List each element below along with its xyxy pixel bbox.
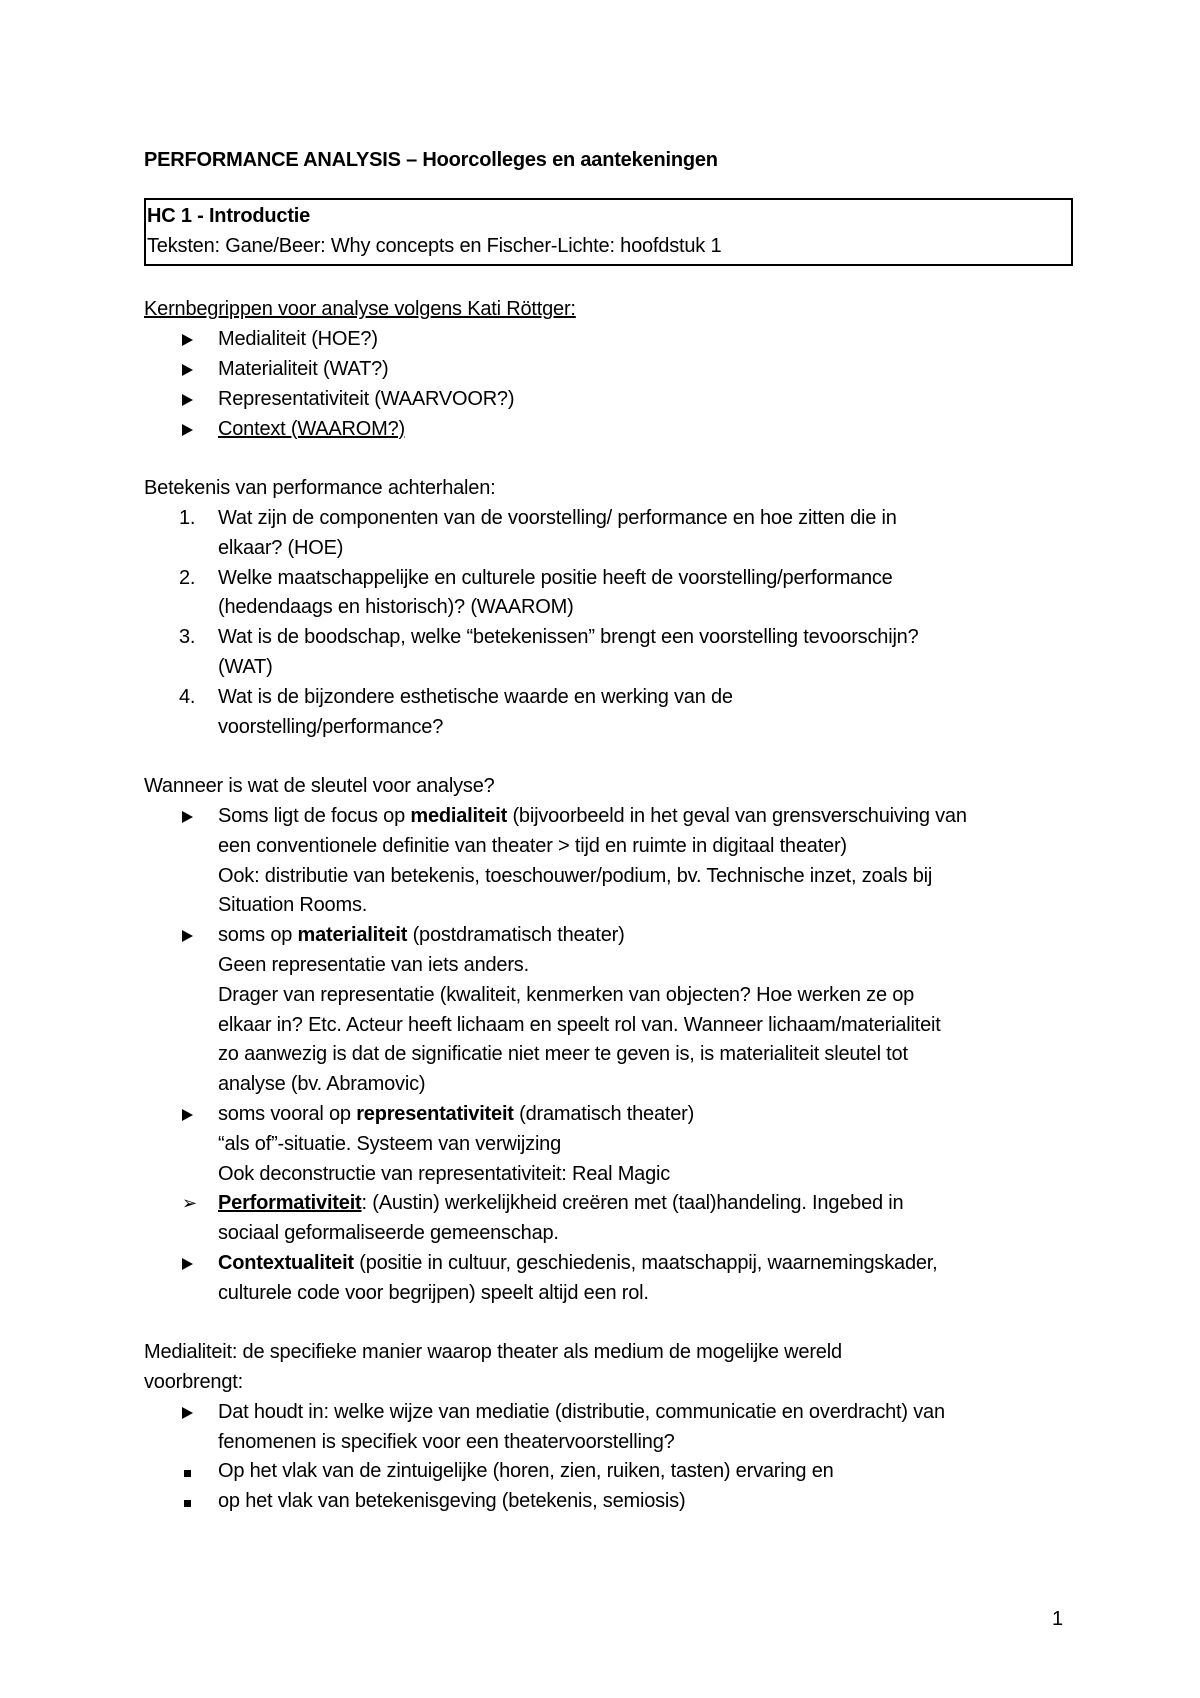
page-content [144, 146, 1074, 1517]
list-item-performativiteit: ➢ Performativiteit: (Austin) werkelijkheid creëren met (taal)handeling. Ingebed in sociaal geformaliseerde gemeenschap. [144, 1189, 1074, 1249]
triangle-bullet-icon [182, 424, 193, 436]
list-item: Medialiteit (HOE?) [144, 325, 1074, 355]
medialiteit-definition: Medialiteit: de specifieke manier waarop theater als medium de mogelijke wereld voorbrengt: [144, 1341, 842, 1394]
triangle-bullet-icon [182, 1407, 193, 1419]
list-item: Op het vlak van de zintuigelijke (horen, zien, ruiken, tasten) ervaring en [144, 1457, 1074, 1487]
triangle-bullet-icon [182, 811, 193, 823]
betekenis-heading: Betekenis van performance achterhalen: [144, 477, 496, 500]
kernbegrippen-heading: Kernbegrippen voor analyse volgens Kati Röttger: [144, 298, 576, 321]
square-bullet-icon [184, 1470, 191, 1477]
list-item-medialiteit: Soms ligt de focus op medialiteit (bijvoorbeeld in het geval van grensverschuiving van een conventionele definitie van theater > tijd en ruimte in digitaal theater) Ook: distributie van betekenis, toeschouwer/podium, bv. Technische inzet, zoals bij Situation Rooms. [144, 802, 1074, 921]
lecture-texts: Teksten: Gane/Beer: Why concepts en Fischer-Lichte: hoofdstuk 1 [147, 234, 722, 257]
document-title: PERFORMANCE ANALYSIS – Hoorcolleges en aantekeningen [144, 149, 718, 171]
arrowhead-bullet-icon: ➢ [182, 1193, 197, 1215]
triangle-bullet-icon [182, 334, 193, 346]
triangle-bullet-icon [182, 1258, 193, 1270]
square-bullet-icon [184, 1500, 191, 1507]
numbered-item: 3. Wat is de boodschap, welke “betekenissen” brengt een voorstelling tevoorschijn? (WAT) [179, 626, 919, 678]
lecture-header-box [144, 198, 1073, 266]
lecture-heading: HC 1 - Introductie [147, 205, 311, 227]
list-item-contextualiteit: Contextualiteit (positie in cultuur, geschiedenis, maatschappij, waarnemingskader, culturele code voor begrijpen) speelt altijd een rol. [144, 1249, 1074, 1309]
numbered-item: 1. Wat zijn de componenten van de voorstelling/ performance en hoe zitten die in elkaar? (HOE) [179, 506, 897, 559]
list-item: Dat houdt in: welke wijze van mediatie (distributie, communicatie en overdracht) van fenomenen is specifiek voor een theatervoorstelling? [144, 1398, 1074, 1458]
triangle-bullet-icon [182, 930, 193, 942]
sleutel-heading: Wanneer is wat de sleutel voor analyse? [144, 775, 495, 798]
numbered-item: 4. Wat is de bijzondere esthetische waarde en werking van de voorstelling/performance? [179, 685, 733, 738]
list-item-materialiteit: soms op materialiteit (postdramatisch theater) Geen representatie van iets anders. Drager van representatie (kwaliteit, kenmerken van objecten? Hoe werken ze op elkaar in? Etc. Acteur heeft lichaam en speelt rol van. Wanneer lichaam/materialiteit zo aanwezig is dat de significatie niet meer te geven is, is materialiteit sleutel tot analyse (bv. Abramovic) [144, 921, 1074, 1100]
list-item: Context (WAAROM?) [144, 415, 1074, 445]
list-item-representativiteit: soms vooral op representativiteit (dramatisch theater) “als of”-situatie. Systeem van verwijzing Ook deconstructie van representativiteit: Real Magic [144, 1100, 1074, 1189]
triangle-bullet-icon [182, 1109, 193, 1121]
list-item: Representativiteit (WAARVOOR?) [144, 385, 1074, 415]
list-item: Materialiteit (WAT?) [144, 355, 1074, 385]
page-number: 1 [1052, 1608, 1064, 1630]
triangle-bullet-icon [182, 364, 193, 376]
list-item: op het vlak van betekenisgeving (betekenis, semiosis) [144, 1487, 1074, 1517]
numbered-item: 2. Welke maatschappelijke en culturele positie heeft de voorstelling/performance (hedendaags en historisch)? (WAAROM) [179, 566, 893, 619]
triangle-bullet-icon [182, 394, 193, 406]
